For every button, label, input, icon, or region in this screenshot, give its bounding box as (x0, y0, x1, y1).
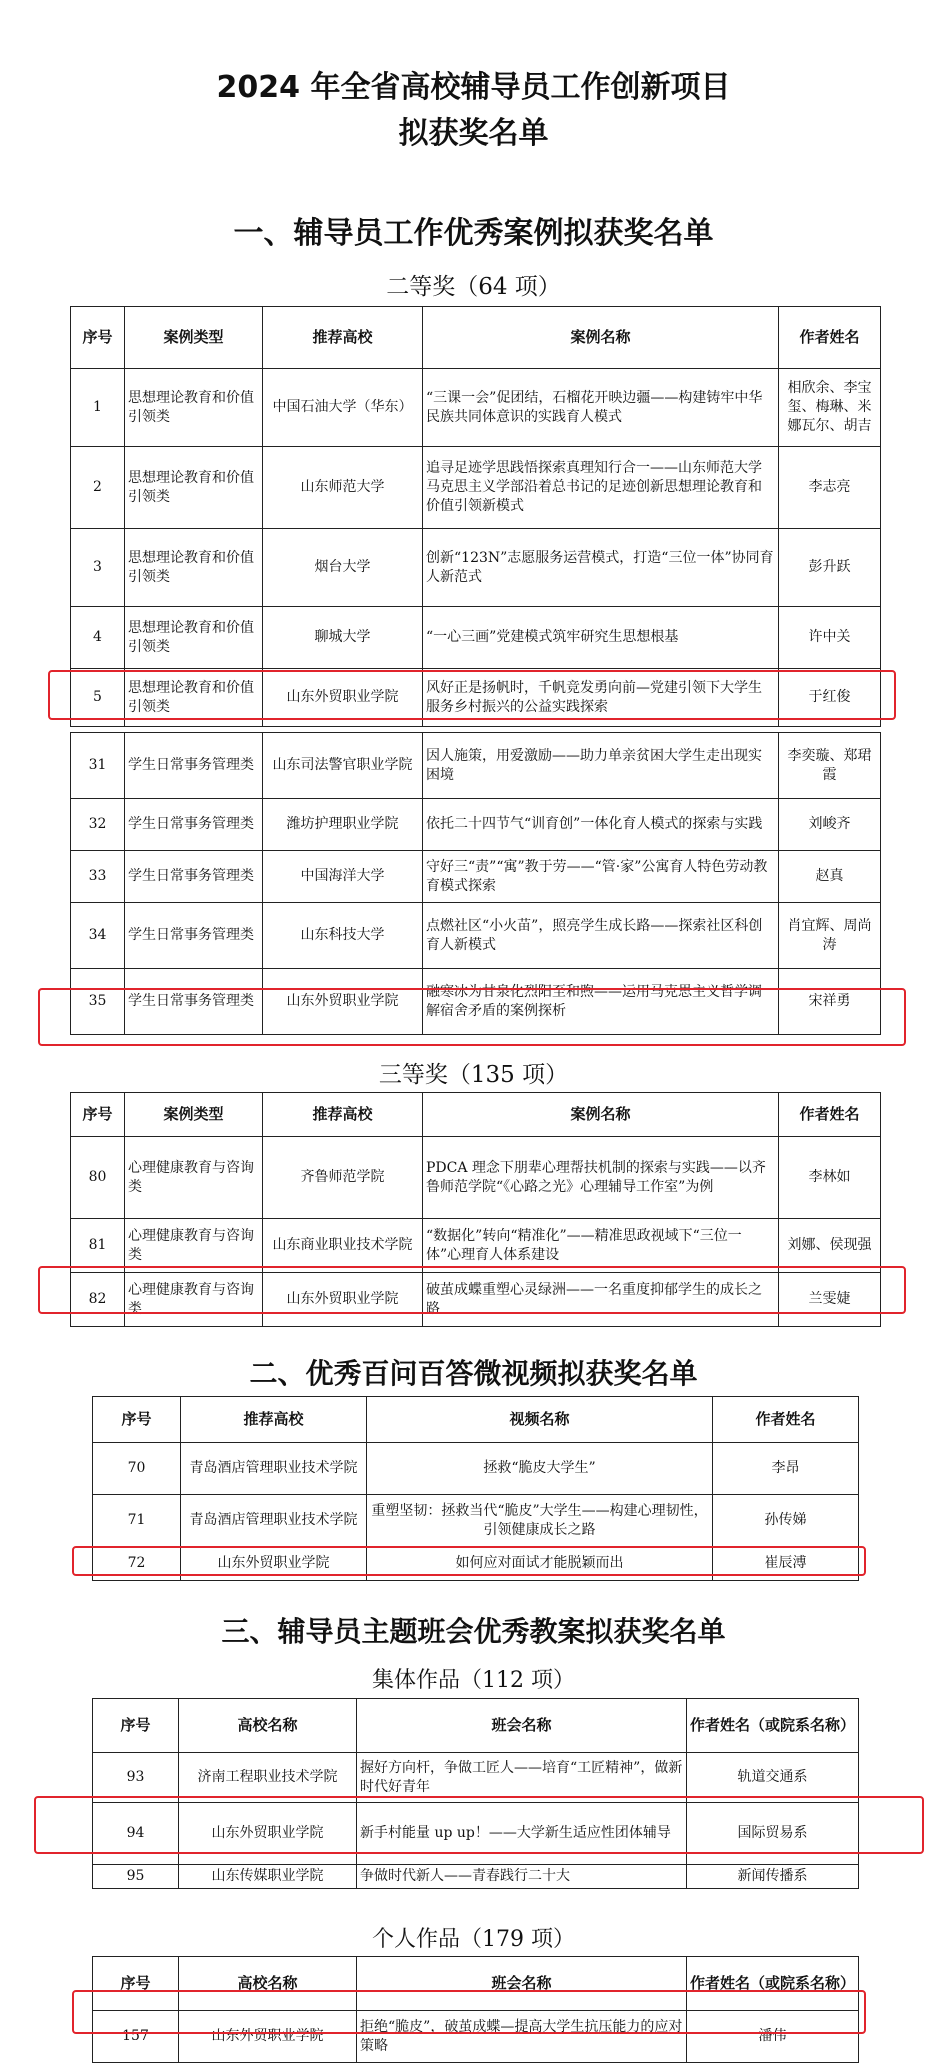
group-works-label: 集体作品（112 项） (372, 1668, 575, 1693)
cell-type: 思想理论教育和价值引领类 (125, 447, 263, 529)
col-header-no: 序号 (93, 1397, 181, 1443)
cell-school: 山东商业职业技术学院 (263, 1219, 423, 1273)
cell-school: 青岛酒店管理职业技术学院 (181, 1495, 367, 1547)
table-row (71, 903, 881, 969)
cell-no: 95 (93, 1865, 179, 1889)
cell-type: 学生日常事务管理类 (125, 799, 263, 851)
table-row (93, 1443, 859, 1495)
col-header-author: 作者姓名（或院系名称） (687, 1957, 859, 2011)
col-header-no: 序号 (93, 1699, 179, 1753)
cell-type: 学生日常事务管理类 (125, 903, 263, 969)
cell-author: 孙传娣 (713, 1495, 859, 1547)
cell-school: 烟台大学 (263, 529, 423, 607)
cell-school: 山东外贸职业学院 (263, 969, 423, 1035)
table-row (71, 733, 881, 799)
cell-type: 学生日常事务管理类 (125, 733, 263, 799)
highlight-box-video-72 (72, 1546, 866, 1576)
cell-author: 李林如 (779, 1137, 881, 1219)
cell-no: 31 (71, 733, 125, 799)
table-row (71, 1219, 881, 1273)
cell-name: 依托二十四节气“训育创”一体化育人模式的探索与实践 (423, 799, 779, 851)
col-header-school: 高校名称 (179, 1957, 357, 2011)
col-header-class-meeting: 班会名称 (357, 1699, 687, 1753)
cell-author: 新闻传播系 (687, 1865, 859, 1889)
col-header-no: 序号 (93, 1957, 179, 2011)
cell-type: 学生日常事务管理类 (125, 969, 263, 1035)
cell-author: 国际贸易系 (687, 1803, 859, 1865)
cell-author: 肖宜辉、周尚涛 (779, 903, 881, 969)
col-header-type: 案例类型 (125, 307, 263, 369)
highlight-box-case-35 (38, 988, 906, 1046)
col-header-video-name: 视频名称 (367, 1397, 713, 1443)
col-header-author: 作者姓名 (713, 1397, 859, 1443)
table-header-row (93, 1397, 859, 1443)
cell-name: “数据化”转向“精准化”——精准思政视域下“三位一体”心理育人体系建设 (423, 1219, 779, 1273)
table-header-row (71, 307, 881, 369)
cell-school: 山东司法警官职业学院 (263, 733, 423, 799)
cell-school: 齐鲁师范学院 (263, 1137, 423, 1219)
cell-author: 崔辰溥 (713, 1547, 859, 1581)
individual-works-label: 个人作品（179 项） (372, 1927, 575, 1952)
group-works-table (92, 1698, 859, 1889)
col-header-author: 作者姓名 (779, 1093, 881, 1137)
cell-name: PDCA 理念下朋辈心理帮扶机制的探索与实践——以齐鲁师范学院“《心路之光》心理辅导工作室”为例 (423, 1137, 779, 1219)
cell-school: 山东传媒职业学院 (179, 1865, 357, 1889)
cell-author: 相欣余、李宝玺、梅琳、米娜瓦尔、胡吉 (779, 369, 881, 447)
cell-name: “一心三画”党建模式筑牢研究生思想根基 (423, 607, 779, 669)
cell-type: 思想理论教育和价值引领类 (125, 607, 263, 669)
cell-name: 争做时代新人——青春践行二十大 (357, 1865, 687, 1889)
cell-no: 34 (71, 903, 125, 969)
cell-author: 轨道交通系 (687, 1753, 859, 1803)
cell-school: 山东外贸职业学院 (263, 669, 423, 727)
cell-school: 潍坊护理职业学院 (263, 799, 423, 851)
table-row (71, 369, 881, 447)
cell-author: 李志亮 (779, 447, 881, 529)
table-row (93, 1495, 859, 1547)
cell-author: 李奕璇、郑珺霞 (779, 733, 881, 799)
col-header-case-name: 案例名称 (423, 1093, 779, 1137)
col-header-no: 序号 (71, 1093, 125, 1137)
table-row (71, 529, 881, 607)
cell-no: 94 (93, 1803, 179, 1865)
cell-author: 许中关 (779, 607, 881, 669)
cell-school: 山东外贸职业学院 (179, 1803, 357, 1865)
cell-school: 济南工程职业技术学院 (179, 1753, 357, 1803)
section-2-title: 二、优秀百问百答微视频拟获奖名单 (249, 1357, 698, 1390)
cell-no: 2 (71, 447, 125, 529)
cell-no: 5 (71, 669, 125, 727)
cell-no: 71 (93, 1495, 181, 1547)
cell-type: 心理健康教育与咨询类 (125, 1137, 263, 1219)
cell-no: 157 (93, 2011, 179, 2063)
cell-name: 重塑坚韧：拯救当代“脆皮”大学生——构建心理韧性，引领健康成长之路 (367, 1495, 713, 1547)
cell-author: 潘伟 (687, 2011, 859, 2063)
cell-no: 72 (93, 1547, 181, 1581)
cell-no: 70 (93, 1443, 181, 1495)
cell-type: 思想理论教育和价值引领类 (125, 669, 263, 727)
cell-no: 82 (71, 1273, 125, 1327)
highlight-box-group-94 (34, 1796, 924, 1854)
cell-name: 新手村能量 up up！——大学新生适应性团体辅导 (357, 1803, 687, 1865)
col-header-school: 推荐高校 (181, 1397, 367, 1443)
cell-school: 中国海洋大学 (263, 851, 423, 903)
cell-no: 80 (71, 1137, 125, 1219)
cell-school: 山东科技大学 (263, 903, 423, 969)
table-header-row (93, 1699, 859, 1753)
cell-author: 宋祥勇 (779, 969, 881, 1035)
third-prize-label: 三等奖（135 项） (378, 1062, 569, 1088)
highlight-box-case-82 (38, 1266, 906, 1314)
cell-school: 山东师范大学 (263, 447, 423, 529)
cell-type: 思想理论教育和价值引领类 (125, 369, 263, 447)
cell-type: 学生日常事务管理类 (125, 851, 263, 903)
highlight-box-case-5 (48, 670, 896, 720)
col-header-case-name: 案例名称 (423, 307, 779, 369)
cell-name: 因人施策，用爱激励——助力单亲贫困大学生走出现实困境 (423, 733, 779, 799)
cell-no: 1 (71, 369, 125, 447)
col-header-no: 序号 (71, 307, 125, 369)
table-row (93, 1865, 859, 1889)
cell-name: “三课一会”促团结，石榴花开映边疆——构建铸牢中华民族共同体意识的实践育人模式 (423, 369, 779, 447)
cell-type: 思想理论教育和价值引领类 (125, 529, 263, 607)
cell-name: 拯救“脆皮大学生” (367, 1443, 713, 1495)
doc-title-line1: 2024 年全省高校辅导员工作创新项目 (216, 70, 731, 105)
table-header-row (71, 1093, 881, 1137)
col-header-class-meeting: 班会名称 (357, 1957, 687, 2011)
cell-no: 93 (93, 1753, 179, 1803)
cell-type: 心理健康教育与咨询类 (125, 1219, 263, 1273)
table-row (71, 799, 881, 851)
cell-no: 81 (71, 1219, 125, 1273)
cell-school: 青岛酒店管理职业技术学院 (181, 1443, 367, 1495)
cell-author: 兰雯婕 (779, 1273, 881, 1327)
cell-author: 彭升跃 (779, 529, 881, 607)
col-header-school: 高校名称 (179, 1699, 357, 1753)
cell-school: 中国石油大学（华东） (263, 369, 423, 447)
cell-name: 创新“123N”志愿服务运营模式，打造“三位一体”协同育人新范式 (423, 529, 779, 607)
cell-name: 融寒冰为甘泉化烈阳至和煦——运用马克思主义哲学调解宿舍矛盾的案例探析 (423, 969, 779, 1035)
cell-name: 握好方向杆，争做工匠人——培育“工匠精神”，做新时代好青年 (357, 1753, 687, 1803)
table-row (71, 851, 881, 903)
cell-author: 赵真 (779, 851, 881, 903)
table-row (93, 1753, 859, 1803)
cell-school: 山东外贸职业学院 (263, 1273, 423, 1327)
cell-no: 4 (71, 607, 125, 669)
table-row (71, 1137, 881, 1219)
cell-school: 聊城大学 (263, 607, 423, 669)
cell-no: 33 (71, 851, 125, 903)
cell-author: 刘娜、侯现强 (779, 1219, 881, 1273)
doc-title-line2: 拟获奖名单 (398, 116, 549, 151)
second-prize-label: 二等奖（64 项） (386, 274, 561, 300)
cell-author: 李昂 (713, 1443, 859, 1495)
cell-type: 心理健康教育与咨询类 (125, 1273, 263, 1327)
cell-no: 32 (71, 799, 125, 851)
section-1-title: 一、辅导员工作优秀案例拟获奖名单 (233, 216, 714, 251)
table-row (71, 447, 881, 529)
cell-name: 拒绝“脆皮”，破茧成蝶—提高大学生抗压能力的应对策略 (357, 2011, 687, 2063)
cell-author: 于红俊 (779, 669, 881, 727)
col-header-author: 作者姓名 (779, 307, 881, 369)
col-header-school: 推荐高校 (263, 1093, 423, 1137)
cell-no: 35 (71, 969, 125, 1035)
cell-no: 3 (71, 529, 125, 607)
cell-school: 山东外贸职业学院 (179, 2011, 357, 2063)
section-3-title: 三、辅导员主题班会优秀教案拟获奖名单 (221, 1615, 726, 1648)
cell-name: 如何应对面试才能脱颖而出 (367, 1547, 713, 1581)
cell-name: 风好正是扬帆时，千帆竞发勇向前—党建引领下大学生服务乡村振兴的公益实践探索 (423, 669, 779, 727)
cell-author: 刘峻齐 (779, 799, 881, 851)
col-header-type: 案例类型 (125, 1093, 263, 1137)
cell-name: 守好三“责”“寓”教于劳——“管·家”公寓育人特色劳动教育模式探索 (423, 851, 779, 903)
cell-name: 破茧成蝶重塑心灵绿洲——一名重度抑郁学生的成长之路 (423, 1273, 779, 1327)
cell-name: 点燃社区“小火苗”，照亮学生成长路——探索社区科创育人新模式 (423, 903, 779, 969)
highlight-box-individual-157 (72, 1990, 866, 2034)
col-header-school: 推荐高校 (263, 307, 423, 369)
table-row (71, 607, 881, 669)
cell-school: 山东外贸职业学院 (181, 1547, 367, 1581)
second-prize-table-a (70, 306, 881, 727)
col-header-author: 作者姓名（或院系名称） (687, 1699, 859, 1753)
cell-name: 追寻足迹学思践悟探索真理知行合一——山东师范大学马克思主义学部沿着总书记的足迹创新思想理论教育和价值引领新模式 (423, 447, 779, 529)
